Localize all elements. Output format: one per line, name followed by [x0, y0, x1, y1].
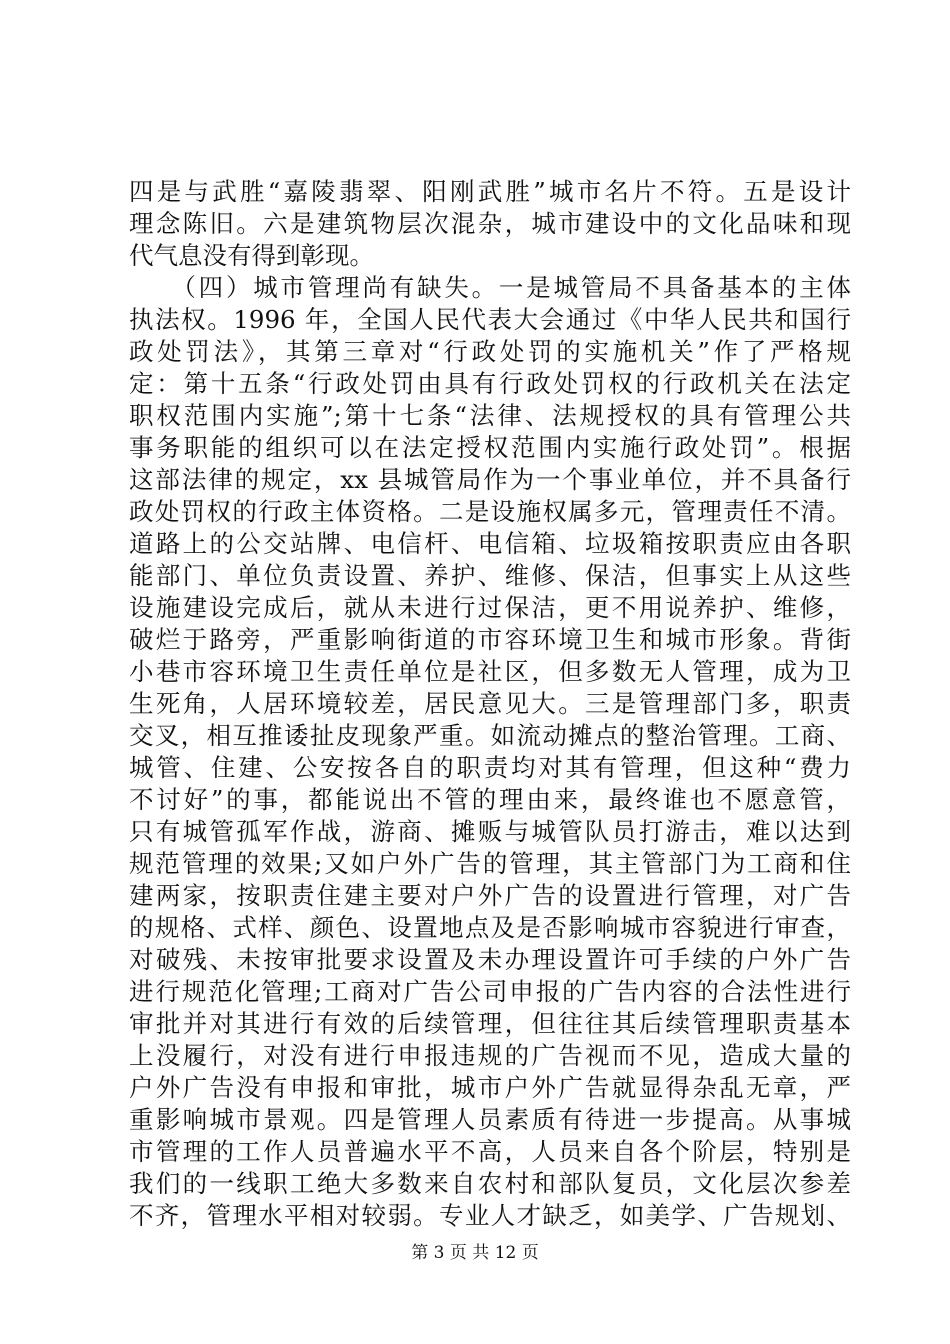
text-line: 小巷市容环境卫生责任单位是社区，但多数无人管理，成为卫	[129, 657, 851, 686]
text-line: 只有城管孤军作战，游商、摊贩与城管队员打游击，难以达到	[129, 817, 851, 846]
text-line: 城管、住建、公安按各自的职责均对其有管理，但这种“费力	[129, 753, 851, 782]
text-line: 对破残、未按审批要求设置及未办理设置许可手续的户外广告	[129, 945, 851, 974]
text-line: 户外广告没有申报和审批，城市户外广告就显得杂乱无章，严	[129, 1073, 851, 1102]
text-line: 执法权。1996 年，全国人民代表大会通过《中华人民共和国行	[129, 305, 851, 334]
text-line: 不齐，管理水平相对较弱。专业人才缺乏，如美学、广告规划、	[129, 1201, 851, 1230]
text-line: 定：第十五条“行政处罚由具有行政处罚权的行政机关在法定	[129, 369, 851, 398]
text-line: 的规格、式样、颜色、设置地点及是否影响城市容貌进行审查，	[129, 913, 851, 942]
text-line: 上没履行，对没有进行申报违规的广告视而不见，造成大量的	[129, 1041, 851, 1070]
text-line: 重影响城市景观。四是管理人员素质有待进一步提高。从事城	[129, 1105, 851, 1134]
text-line: 审批并对其进行有效的后续管理，但往往其后续管理职责基本	[129, 1009, 851, 1038]
text-line: 设施建设完成后，就从未进行过保洁，更不用说养护、维修，	[129, 593, 851, 622]
text-line: 生死角，人居环境较差，居民意见大。三是管理部门多，职责	[129, 689, 851, 718]
text-line: 进行规范化管理;工商对广告公司申报的广告内容的合法性进行	[129, 977, 851, 1006]
text-line: 我们的一线职工绝大多数来自农村和部队复员，文化层次参差	[129, 1169, 851, 1198]
text-line: 建两家，按职责住建主要对户外广告的设置进行管理，对广告	[129, 881, 851, 910]
text-line: 政处罚法》，其第三章对“行政处罚的实施机关”作了严格规	[129, 337, 851, 366]
text-line: 事务职能的组织可以在法定授权范围内实施行政处罚”。根据	[129, 433, 851, 462]
page-footer: 第 3 页 共 12 页	[411, 1243, 539, 1263]
text-line: 交叉，相互推诿扯皮现象严重。如流动摊点的整治管理。工商、	[129, 721, 851, 750]
text-line: 市管理的工作人员普遍水平不高，人员来自各个阶层，特别是	[129, 1137, 851, 1166]
text-line: 破烂于路旁，严重影响街道的市容环境卫生和城市形象。背街	[129, 625, 851, 654]
text-line: 代气息没有得到彰现。	[129, 241, 374, 270]
text-line: 不讨好”的事，都能说出不管的理由来，最终谁也不愿意管，	[129, 785, 851, 814]
text-line: 能部门、单位负责设置、养护、维修、保洁，但事实上从这些	[129, 561, 851, 590]
text-line: 道路上的公交站牌、电信杆、电信箱、垃圾箱按职责应由各职	[129, 529, 851, 558]
text-line: 理念陈旧。六是建筑物层次混杂，城市建设中的文化品味和现	[129, 209, 851, 238]
text-line: 这部法律的规定，xx 县城管局作为一个事业单位，并不具备行	[129, 465, 851, 494]
text-line: 政处罚权的行政主体资格。二是设施权属多元，管理责任不清。	[129, 497, 851, 526]
text-line: 规范管理的效果;又如户外广告的管理，其主管部门为工商和住	[129, 849, 851, 878]
body-text	[129, 176, 851, 1232]
text-line: （四）城市管理尚有缺失。一是城管局不具备基本的主体	[129, 273, 851, 302]
text-line: 四是与武胜“嘉陵翡翠、阳刚武胜”城市名片不符。五是设计	[129, 177, 851, 206]
text-line: 职权范围内实施”;第十七条“法律、法规授权的具有管理公共	[129, 401, 851, 430]
